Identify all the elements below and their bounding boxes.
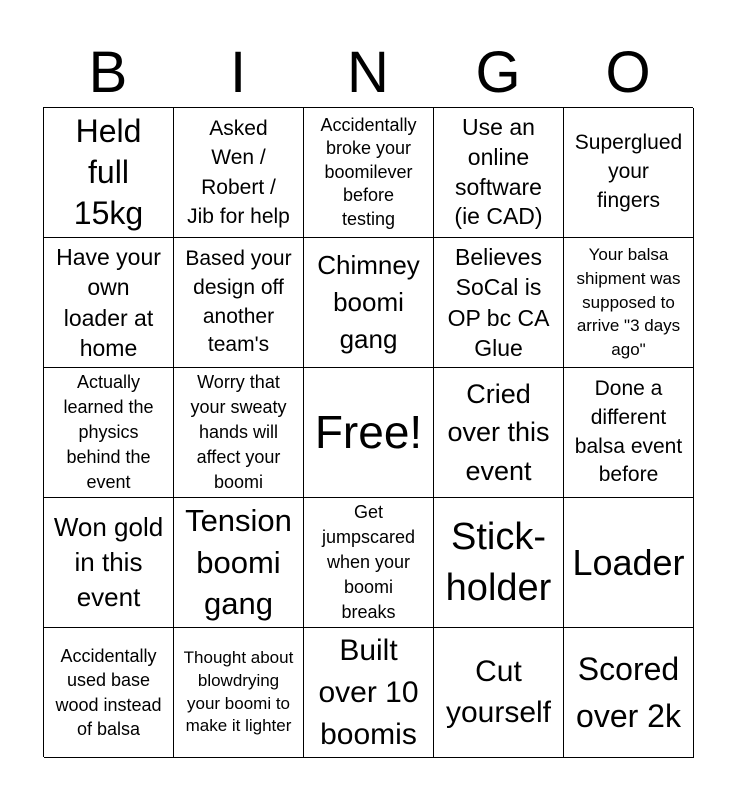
bingo-cell[interactable] — [174, 368, 304, 498]
bingo-cell-text: Superglued your fingers — [574, 131, 683, 212]
bingo-cell-text: Built over 10 boomis — [318, 633, 419, 751]
header-letter-n: N — [347, 40, 389, 105]
bingo-cell-text: Thought about blowdrying your boomi to make it lighter — [183, 647, 294, 736]
bingo-cell-text: Actually learned the physics behind the event — [63, 372, 154, 492]
bingo-cell[interactable] — [434, 108, 564, 238]
bingo-cell-text: Based your design off another team's — [185, 246, 292, 357]
header-letter-g: G — [475, 40, 521, 105]
bingo-cell-text: Have your own loader at home — [56, 243, 161, 361]
bingo-cell-text: Cried over this event — [447, 379, 550, 486]
bingo-cell[interactable] — [174, 108, 304, 238]
header-letter-b: B — [88, 40, 128, 105]
bingo-cell-text: Use an online software (ie CAD) — [454, 113, 543, 230]
bingo-cell-text: Asked Wen / Robert / Jib for help — [187, 116, 290, 228]
bingo-cell[interactable] — [434, 628, 564, 758]
bingo-cell[interactable] — [434, 498, 564, 628]
bingo-cell-text: Cut yourself — [445, 655, 552, 729]
bingo-cell[interactable] — [304, 628, 434, 758]
header-letter-o: O — [605, 40, 651, 105]
bingo-cell[interactable] — [174, 498, 304, 628]
bingo-cell-text: Accidentally used base wood instead of balsa — [55, 646, 162, 739]
bingo-cell-text: Accidentally broke your boomilever before testing — [320, 115, 417, 229]
bingo-cell-text: Chimney boomi gang — [317, 250, 420, 354]
bingo-cell-text: Stick- holder — [445, 516, 552, 609]
bingo-cell-text: Tension boomi gang — [185, 502, 292, 622]
bingo-header — [43, 42, 693, 104]
bingo-cell-text: Believes SoCal is OP bc CA Glue — [447, 243, 550, 361]
bingo-cell[interactable] — [304, 108, 434, 238]
bingo-cell[interactable] — [44, 628, 174, 758]
bingo-cell[interactable] — [304, 238, 434, 368]
bingo-cell-text: Loader — [572, 541, 685, 583]
bingo-cell[interactable] — [44, 108, 174, 238]
bingo-cell-text: Scored over 2k — [576, 651, 681, 734]
bingo-cell[interactable] — [564, 498, 694, 628]
bingo-cell[interactable] — [564, 628, 694, 758]
bingo-cell-text: Held full 15kg — [73, 113, 144, 231]
bingo-cell-text: Worry that your sweaty hands will affect your boomi — [190, 372, 287, 492]
bingo-cell[interactable] — [434, 238, 564, 368]
bingo-cell-text: Your balsa shipment was supposed to arrive "3 days ago" — [576, 245, 681, 360]
bingo-cell-text: Free! — [314, 405, 423, 458]
bingo-cell[interactable] — [434, 368, 564, 498]
bingo-cell[interactable] — [304, 498, 434, 628]
bingo-cell[interactable] — [174, 238, 304, 368]
bingo-cell-free[interactable] — [304, 368, 434, 498]
bingo-cell[interactable] — [564, 238, 694, 368]
bingo-cell[interactable] — [174, 628, 304, 758]
bingo-cell[interactable] — [44, 498, 174, 628]
bingo-cell[interactable] — [44, 368, 174, 498]
bingo-cell-text: Won gold in this event — [53, 512, 164, 612]
bingo-card-grid — [43, 107, 693, 757]
bingo-cell-text: Get jumpscared when your boomi breaks — [321, 502, 416, 622]
bingo-cell[interactable] — [564, 368, 694, 498]
bingo-cell[interactable] — [564, 108, 694, 238]
bingo-cell[interactable] — [44, 238, 174, 368]
header-letter-i: I — [229, 40, 247, 105]
bingo-cell-text: Done a different balsa event before — [574, 376, 683, 487]
